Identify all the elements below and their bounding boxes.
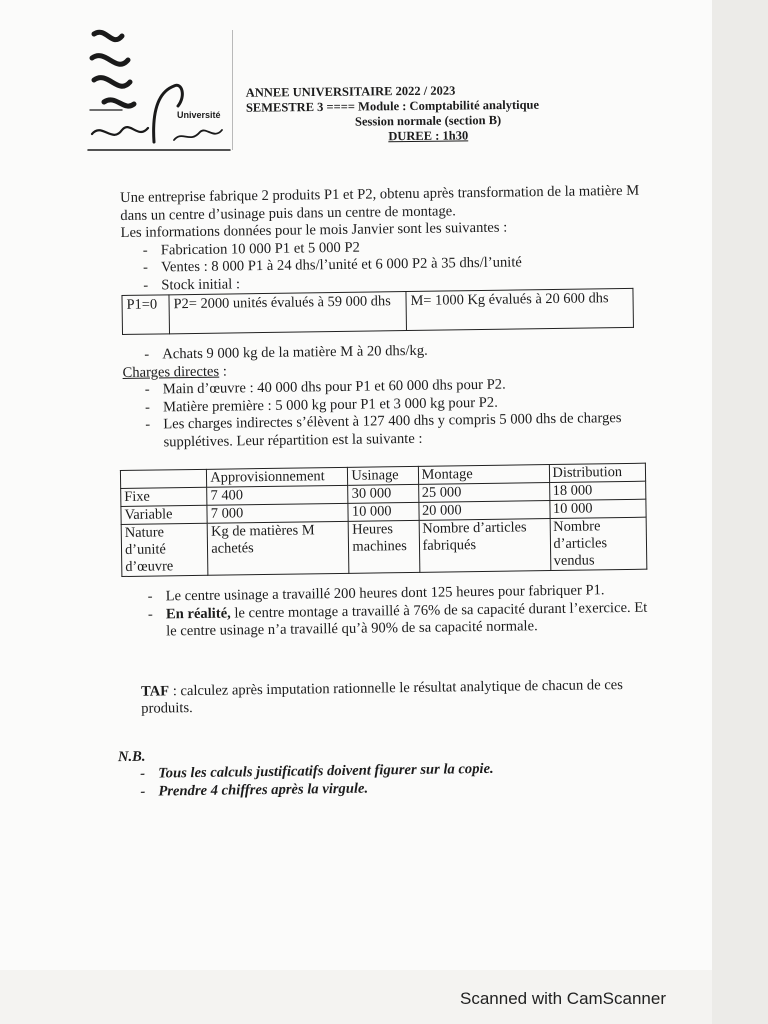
notes-list — [126, 582, 649, 642]
charges-list — [123, 375, 646, 452]
table-cell: Kg de matières M achetés — [207, 521, 349, 575]
list-item: - Matière première : 5 000 kg pour P1 et 3 000 kg pour P2. — [145, 392, 645, 416]
table-cell: 18 000 — [549, 481, 646, 500]
intro-lead: Les informations données pour le mois Janvier sont les suivantes : — [120, 219, 508, 241]
table-cell: 10 000 — [348, 502, 418, 521]
table-cell: Variable — [121, 505, 208, 524]
list-item: - Les charges indirectes s’élèvent à 127 400 dhs y compris 5 000 dhs de charges supplétives. Leur répartition est la suivante : — [145, 410, 645, 452]
list-item: - Achats 9 000 kg de la matière M à 20 dhs/kg. — [144, 340, 644, 364]
table-row — [122, 288, 633, 334]
table-cell: Heures machines — [349, 520, 420, 573]
charges-title: Charges directes — [122, 363, 220, 381]
exam-body — [117, 182, 650, 801]
header-module: SEMESTRE 3 ==== Module : Comptabilité analytique — [245, 97, 540, 115]
table-row — [121, 517, 647, 576]
list-item: - Tous les calculs justificatifs doivent figurer sur la copie. — [140, 759, 650, 784]
nb-list — [128, 759, 650, 801]
table-cell: 10 000 — [549, 499, 646, 518]
table-cell: 30 000 — [348, 484, 418, 503]
table-header-cell — [120, 469, 207, 488]
indirect-charges-table — [120, 463, 647, 577]
info-list — [121, 235, 644, 295]
scanner-watermark: Scanned with CamScanner — [460, 989, 667, 1008]
table-cell: 25 000 — [418, 483, 549, 503]
list-item: - Prendre 4 chiffres après la virgule. — [140, 776, 650, 801]
list-item: - Ventes : 8 000 P1 à 24 dhs/l’unité et 6 000 P2 à 35 dhs/l’unité — [143, 253, 643, 277]
table-cell: Fixe — [121, 487, 208, 506]
header-session: Session normale (section B) — [354, 113, 502, 129]
table-header-cell: Approvisionnement — [207, 467, 348, 487]
intro-paragraph: Une entreprise fabrique 2 produits P1 et P2, obtenu après transformation de la matière M dans un centre d’usinage puis dans un centre de montage. — [120, 182, 640, 224]
scan-edge — [712, 0, 768, 1024]
task-statement: TAF : calculez après imputation rationnelle le résultat analytique de chacun de ces produits. — [140, 676, 624, 717]
stock-cell-m: M= 1000 Kg évalués à 20 600 dhs — [406, 288, 634, 330]
university-logo — [82, 22, 234, 154]
stock-cell-p2: P2= 2000 unités évalués à 59 000 dhs — [169, 292, 407, 334]
emphasis: En réalité, — [165, 604, 231, 622]
logo-text: Université — [177, 110, 221, 120]
table-cell: Nombre d’articles fabriqués — [419, 519, 551, 573]
table-cell: 20 000 — [418, 501, 549, 521]
list-item: - En réalité, le centre montage a travaillé à 76% de sa capacité durant l’exercice. Et le centre usinage n’a travaillé qu’à 90% de sa capacité normale. — [148, 599, 648, 641]
list-item: - Fabrication 10 000 P1 et 5 000 P2 — [143, 235, 643, 259]
table-cell: 7 400 — [207, 485, 348, 505]
table-cell: 7 000 — [207, 503, 348, 523]
table-header-cell: Distribution — [549, 463, 646, 482]
charges-heading: Charges directes : — [122, 363, 227, 381]
list-item: - Stock initial : — [143, 270, 643, 294]
list-item: - Le centre usinage a travaillé 200 heures dont 125 heures pour fabriquer P1. — [148, 582, 648, 606]
table-cell: Nature d’unité d’œuvre — [121, 523, 208, 576]
list-item: - Main d’œuvre : 40 000 dhs pour P1 et 60 000 dhs pour P2. — [145, 375, 645, 399]
stock-cell-p1: P1=0 — [122, 295, 170, 335]
header-year: ANNEE UNIVERSITAIRE 2022 / 2023 — [245, 83, 456, 100]
table-cell: Nombre d’articles vendus — [550, 517, 647, 570]
exam-header — [246, 82, 577, 145]
table-header-cell: Montage — [418, 465, 549, 485]
table-header-cell: Usinage — [348, 466, 418, 485]
task-label: TAF — [140, 682, 170, 700]
nb-title: N.B. — [117, 748, 146, 765]
header-duration: DUREE : 1h30 — [388, 128, 469, 144]
